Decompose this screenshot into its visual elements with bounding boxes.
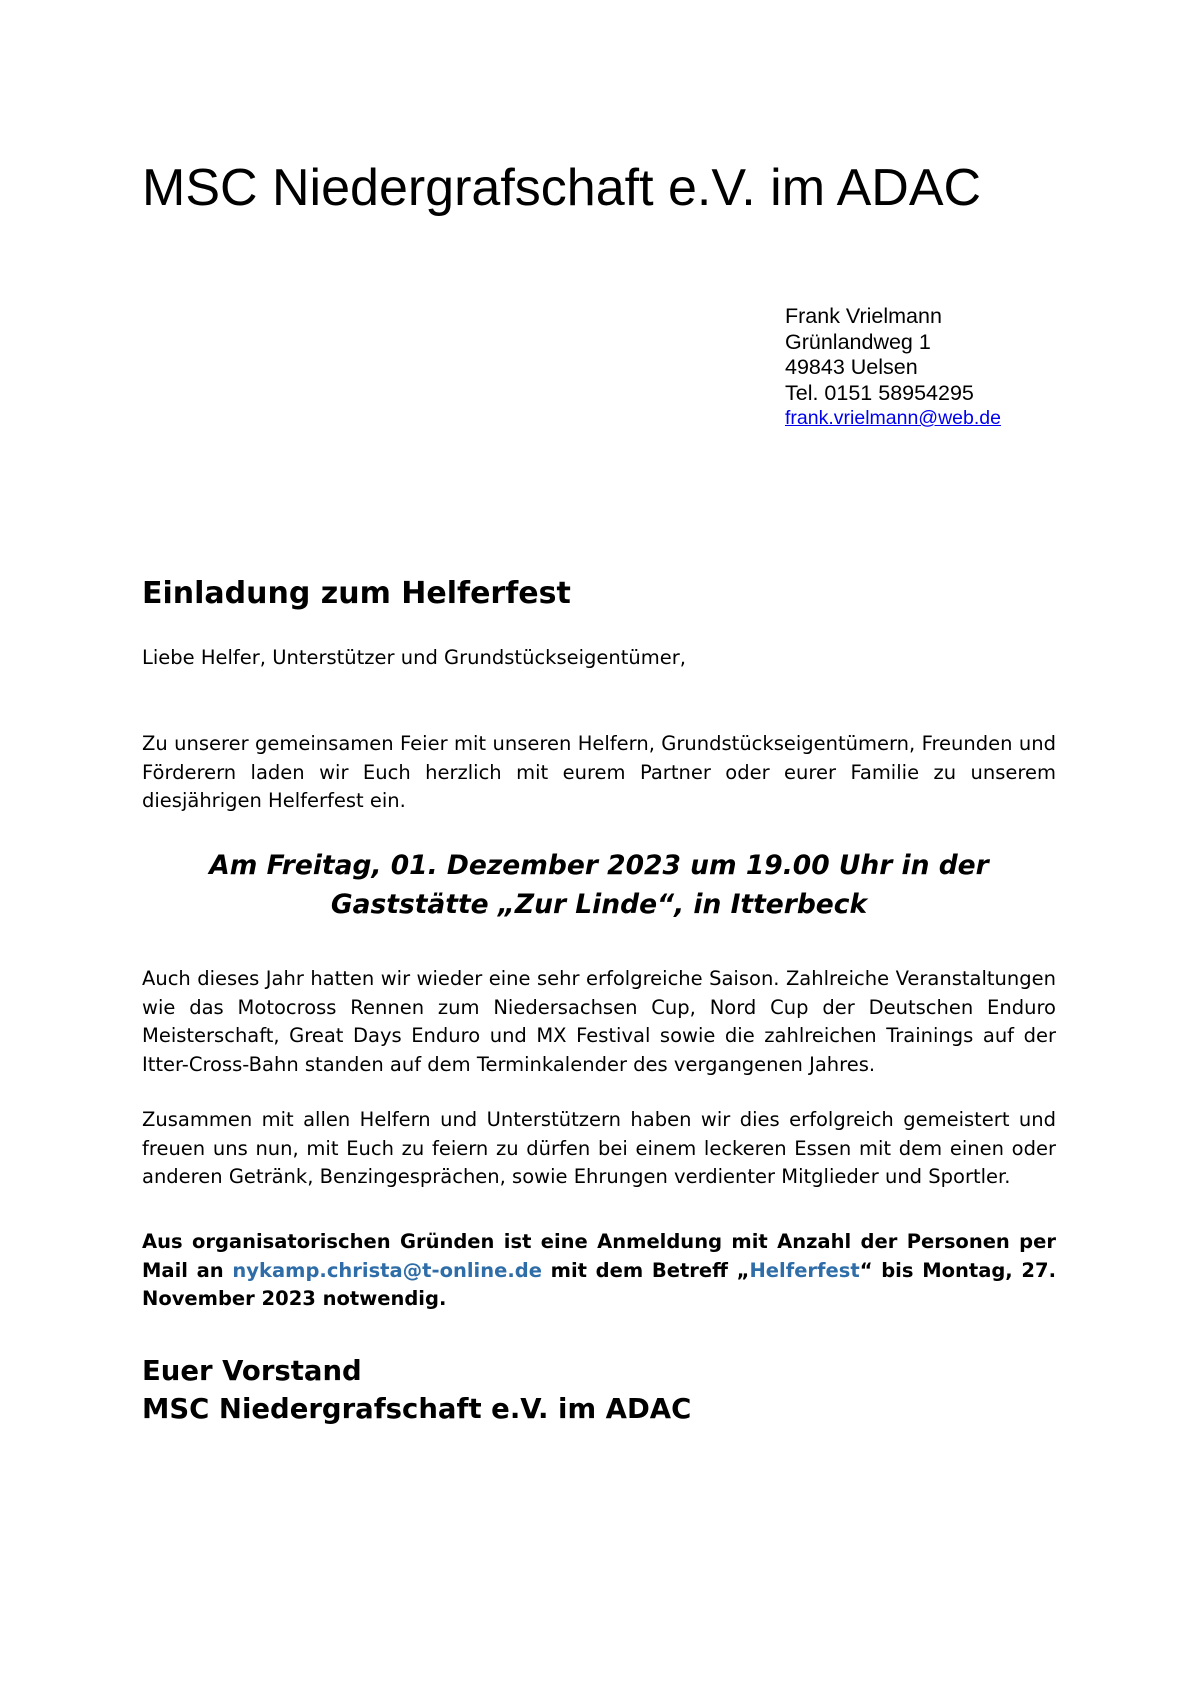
event-date-line: Am Freitag, 01. Dezember 2023 um 19.00 Uhr in der [209,850,989,881]
sender-address [785,304,1001,432]
registration-email-link[interactable]: nykamp.christa@t-online.de [232,1258,542,1282]
sender-email-link[interactable]: frank.vrielmann@web.de [785,407,1001,429]
event-venue-line: Gaststätte „Zur Linde“, in Itterbeck [330,889,868,920]
registration-text-3: “ bis Montag, 27. November 2023 notwendig. [142,1258,1056,1310]
signoff-organization: MSC Niedergrafschaft e.V. im ADAC [142,1393,692,1425]
signoff-board: Euer Vorstand [142,1355,362,1387]
event-details [142,846,1056,924]
registration-text-2: mit dem Betreff „ [541,1258,750,1282]
registration-paragraph [142,1228,1056,1314]
sender-city: 49843 Uelsen [785,355,918,379]
season-paragraph: Auch dieses Jahr hatten wir wieder eine sehr erfolgreiche Saison. Zahlreiche Veranstaltungen wie das Motocross Rennen zum Niedersachsen Cup, Nord Cup der Deutschen Enduro Meisterschaft, Great Days Enduro und MX Festival sowie die zahlreichen Trainings auf der Itter-Cross-Bahn standen auf dem Terminkalender des vergangenen Jahres. [142,967,1056,1076]
signoff [142,1352,691,1428]
salutation: Liebe Helfer, Unterstützer und Grundstückseigentümer, [142,646,686,669]
letter-heading: Einladung zum Helferfest [142,576,571,611]
sender-phone: Tel. 0151 58954295 [785,380,974,405]
intro-paragraph: Zu unserer gemeinsamen Feier mit unseren Helfern, Grundstückseigentümern, Freunden und Förderern laden wir Euch herzlich mit eurem Partner oder eurer Familie zu unserem diesjährigen Helferfest ein. [142,732,1056,812]
organization-title: MSC Niedergrafschaft e.V. im ADAC [142,159,982,217]
celebration-paragraph: Zusammen mit allen Helfern und Unterstützern haben wir dies erfolgreich gemeistert und freuen uns nun, mit Euch zu feiern zu dürfen bei einem leckeren Essen mit dem einen oder anderen Getränk, Benzingesprächen, sowie Ehrungen verdienter Mitglieder und Sportler. [142,1108,1056,1188]
sender-name: Frank Vrielmann [785,304,942,328]
registration-text-1: Aus organisatorischen Gründen ist eine Anmeldung mit Anzahl der Personen per Mail an [142,1230,1056,1282]
registration-subject: Helferfest [749,1258,860,1282]
sender-street: Grünlandweg 1 [785,329,931,354]
